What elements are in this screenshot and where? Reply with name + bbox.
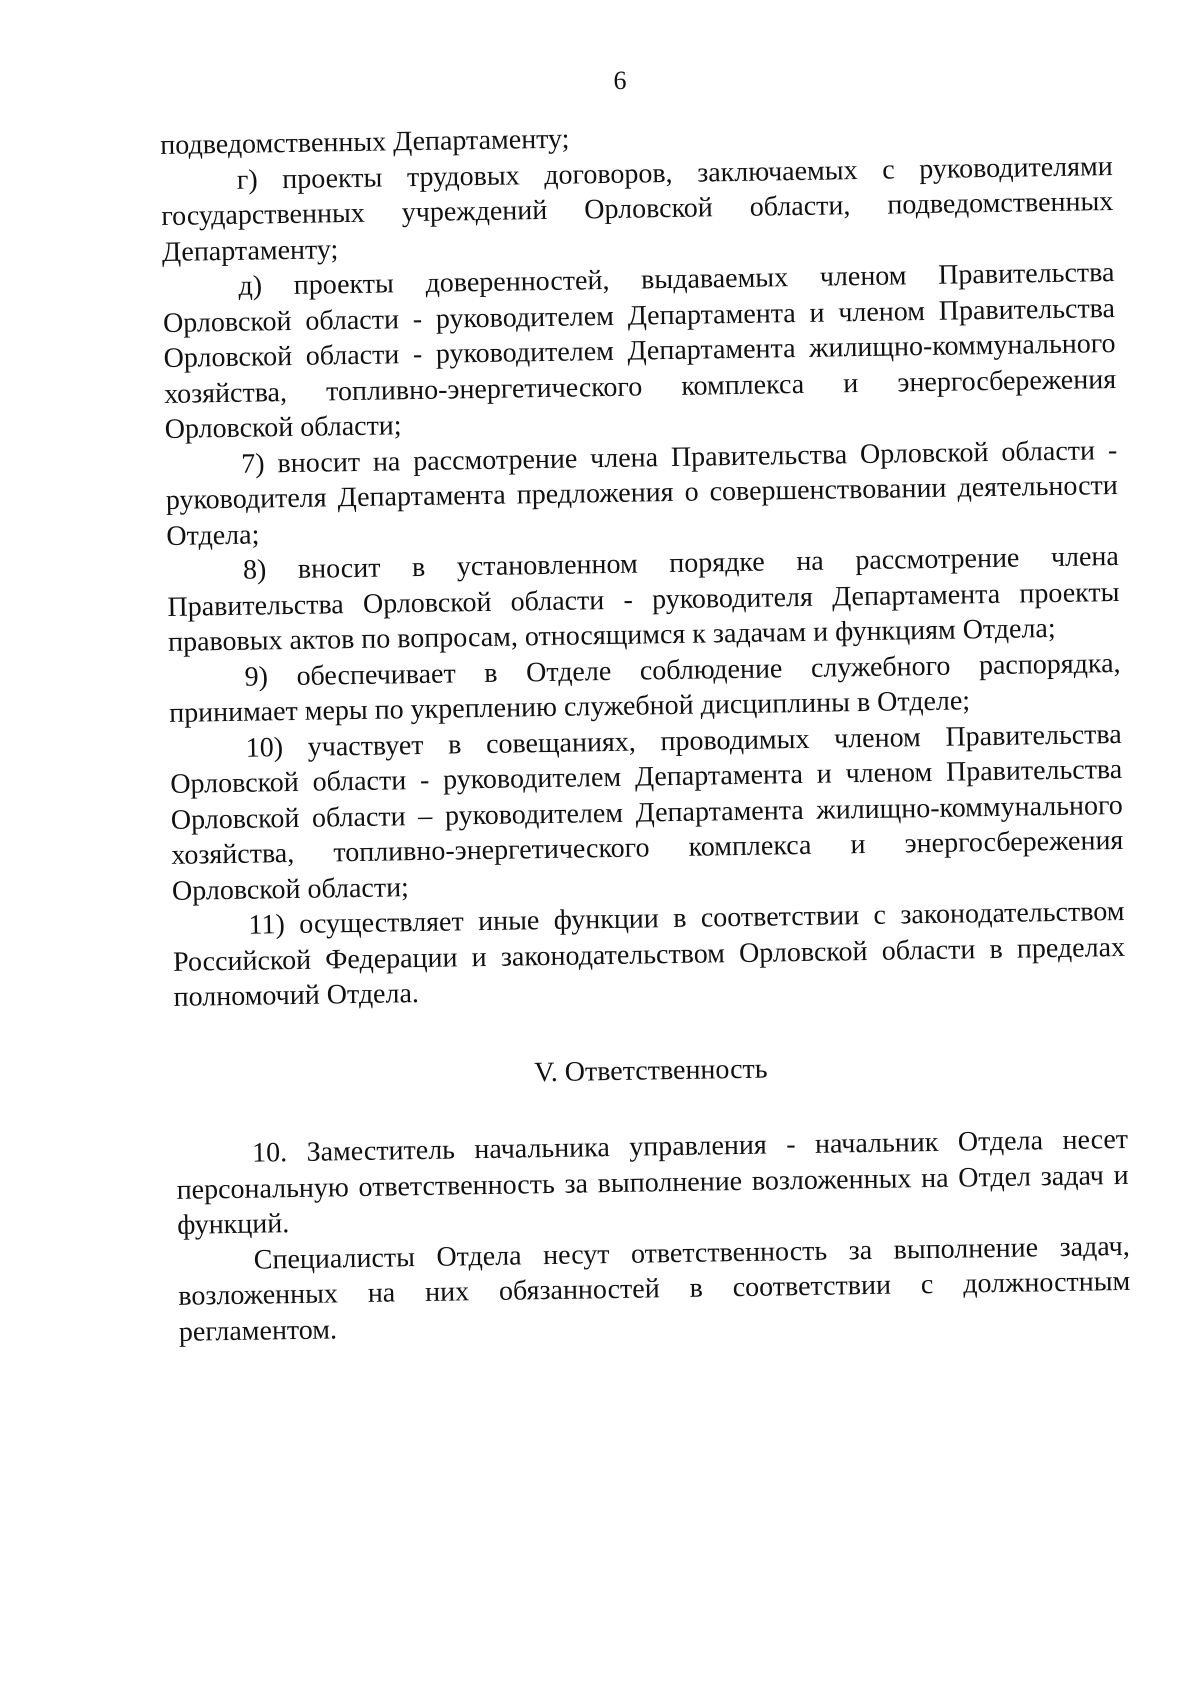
paragraph-continuation: подведомственных Департаменту; — [160, 123, 570, 161]
page-number: 6 — [613, 66, 627, 95]
section-heading: V. Ответственность — [533, 1053, 768, 1088]
paragraph-specialists: Специалисты Отдела несут ответственность за выполнение задач, возложенных на них обязанностей в соответствии с должностным регламентом. — [178, 1230, 1131, 1348]
paragraph-item-10: 10) участвует в совещаниях, проводимых членом Правительства Орловской области - руководителем Департамента и членом Правительства Орловской области – руководителем Департамента жилищно-коммунального хозяйства, топливно-энергетического комплекса и энергосбережения Орловской области; — [170, 718, 1124, 907]
paragraph-item-9: 9) обеспечивает в Отделе соблюдение служебного распорядка, принимает меры по укреплению служебной дисциплины в Отделе; — [168, 647, 1121, 729]
paragraph-item-d: д) проекты доверенностей, выдаваемых членом Правительства Орловской области - руководителем Департамента и членом Правительства Орловской области - руководителем Департамента жилищно-коммунального хозяйства, топливно-энергетического комплекса и энергосбережения Орловской области; — [162, 257, 1117, 445]
paragraph-item-8: 8) вносит в установленном порядке на рассмотрение члена Правительства Орловской области - руководителя Департамента проекты правовых актов по вопросам, относящимся к задачам и функциям Отдела; — [167, 540, 1120, 658]
paragraph-item-7: 7) вносит на рассмотрение члена Правительства Орловской области - руководителя Департамента предложения о совершенствовании деятельности Отдела; — [165, 434, 1118, 552]
paragraph-clause-10: 10. Заместитель начальника управления - начальник Отдела несет персональную ответственность за выполнение возложенных на Отдел задач и функций. — [176, 1123, 1129, 1241]
document-body — [160, 113, 1131, 1350]
paragraph-item-11: 11) осуществляет иные функции в соответствии с законодательством Российской Федерации и законодательством Орловской области в пределах полномочий Отдела. — [172, 895, 1126, 1013]
paragraph-item-g: г) проекты трудовых договоров, заключаемых с руководителями государственных учреждений Орловской области, подведомственных Департаменту; — [161, 150, 1114, 268]
